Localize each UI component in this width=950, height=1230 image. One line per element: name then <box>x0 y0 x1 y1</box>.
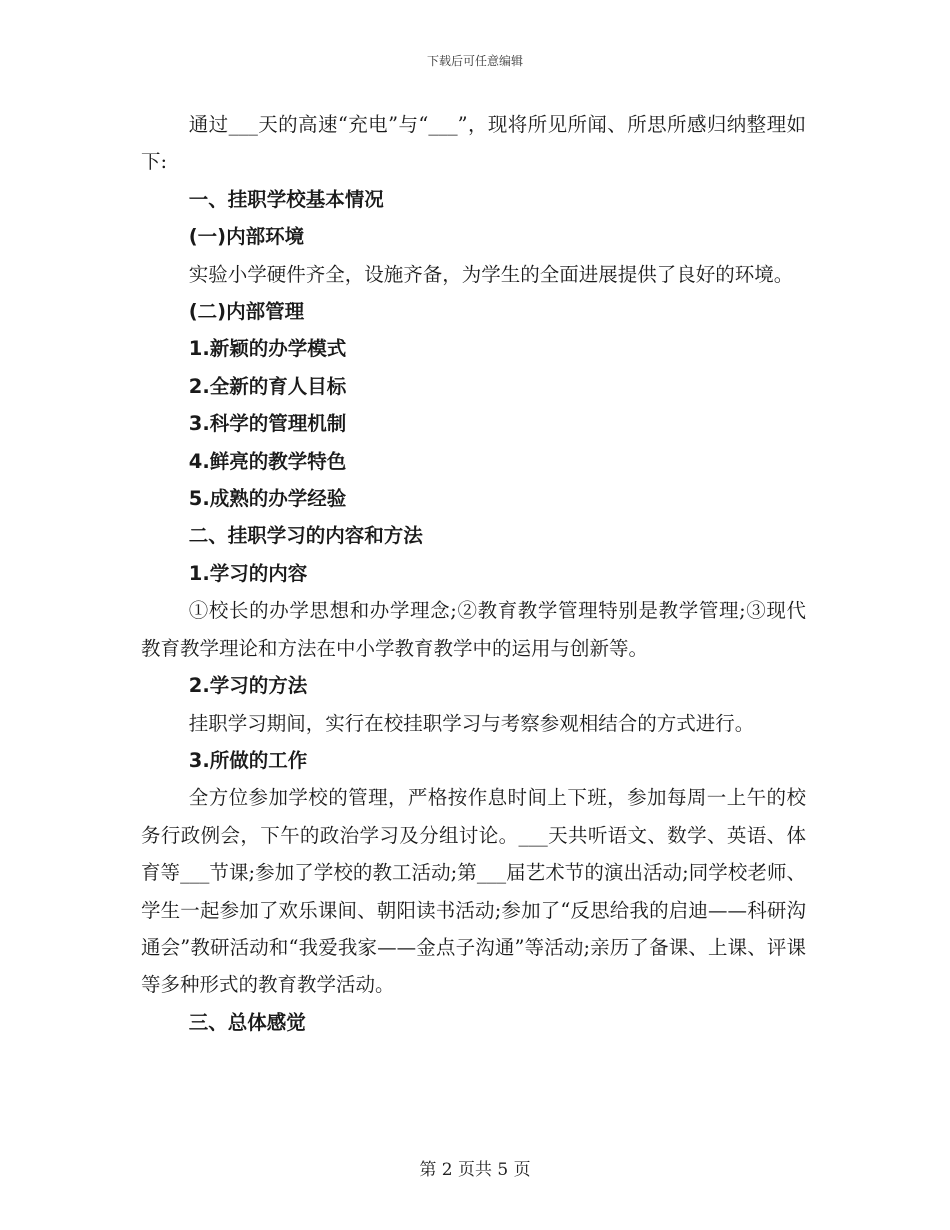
list-item-2: 2.全新的育人目标 <box>188 374 347 398</box>
subsection-heading-environment: (一)内部环境 <box>188 225 305 249</box>
subheading-study-content: 1.学习的内容 <box>188 561 308 585</box>
subsection-heading-management: (二)内部管理 <box>188 300 305 324</box>
list-item-4: 4.鲜亮的教学特色 <box>188 449 347 473</box>
list-item-3: 3.科学的管理机制 <box>188 412 347 436</box>
study-content-paragraph: ①校长的办学思想和办学理念;②教育教学管理特别是教学管理;③现代教育教学理论和方法在中小学教育教学中的运用与创新等。 <box>141 599 806 660</box>
environment-paragraph: 实验小学硬件齐全，设施齐备，为学生的全面进展提供了良好的环境。 <box>188 262 794 286</box>
header-note: 下载后可任意编辑 <box>426 54 523 68</box>
intro-paragraph: 通过___天的高速“充电”与“___”，现将所见所闻、所思所感归纳整理如下: <box>141 113 806 174</box>
document-body <box>141 106 806 1041</box>
subheading-work-done: 3.所做的工作 <box>188 748 308 772</box>
list-item-5: 5.成熟的办学经验 <box>188 487 347 511</box>
section-heading-3: 三、总体感觉 <box>188 1010 306 1034</box>
page-number-footer: 第 2 页共 5 页 <box>419 1160 531 1180</box>
list-item-1: 1.新颖的办学模式 <box>188 337 347 361</box>
work-done-paragraph: 全方位参加学校的管理，严格按作息时间上下班，参加每周一上午的校务行政例会，下午的政治学习及分组讨论。___天共听语文、数学、英语、体育等___节课;参加了学校的教工活动;第___届艺术节的演出活动;同学校老师、学生一起参加了欢乐课间、朝阳读书活动;参加了“反思给我的启迪——科研沟通会”教研活动和“我爱我家——金点子沟通”等活动;亲历了备课、上课、评课等多种形式的教育教学活动。 <box>141 786 806 997</box>
section-heading-2: 二、挂职学习的内容和方法 <box>188 524 423 548</box>
section-heading-1: 一、挂职学校基本情况 <box>188 187 384 211</box>
study-method-paragraph: 挂职学习期间，实行在校挂职学习与考察参观相结合的方式进行。 <box>188 711 755 735</box>
subheading-study-method: 2.学习的方法 <box>188 674 308 698</box>
